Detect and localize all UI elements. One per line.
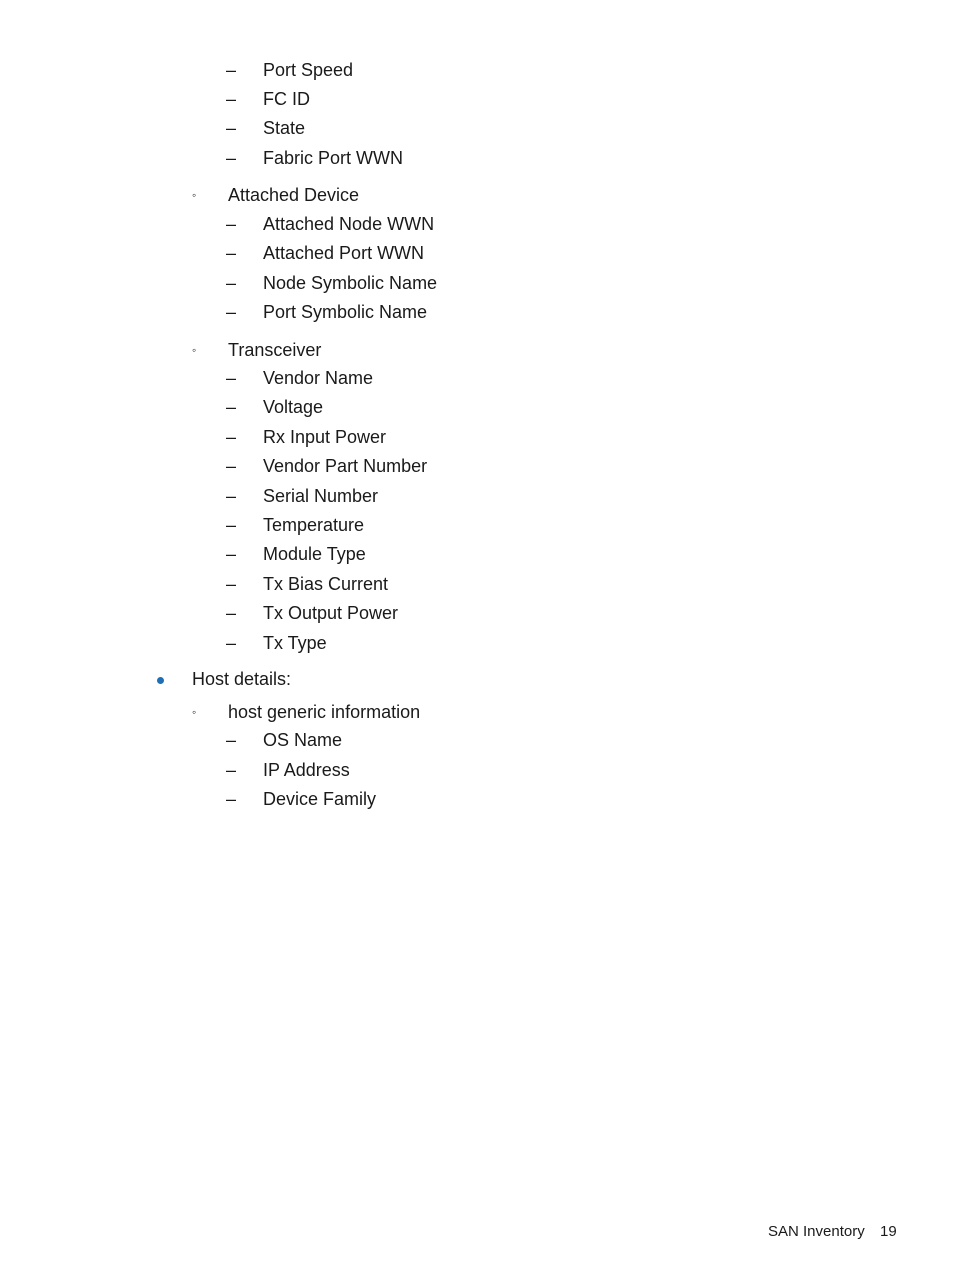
list-item: Module Type	[263, 544, 366, 564]
list-item: IP Address	[263, 760, 350, 780]
sub-heading-transceiver: Transceiver	[228, 340, 322, 360]
list-item: Vendor Name	[263, 368, 374, 388]
dash-marker: –	[226, 302, 237, 322]
dash-marker: –	[226, 789, 237, 809]
footer-section-title: SAN Inventory	[768, 1223, 865, 1240]
dash-marker: –	[226, 148, 237, 168]
heading-host-details: Host details:	[192, 669, 292, 689]
list-item: Port Speed	[263, 60, 354, 80]
list-item: Tx Bias Current	[263, 574, 389, 594]
list-item: Attached Port WWN	[263, 243, 425, 263]
bullet-dot-icon	[157, 677, 164, 684]
dash-marker: –	[226, 486, 237, 506]
list-item: Attached Node WWN	[263, 214, 435, 234]
dash-marker: –	[226, 427, 237, 447]
dash-marker: –	[226, 397, 237, 417]
dash-marker: –	[226, 60, 237, 80]
dash-marker: –	[226, 574, 237, 594]
list-item: FC ID	[263, 89, 310, 109]
list-item: State	[263, 118, 306, 138]
dash-marker: –	[226, 730, 237, 750]
list-item: Serial Number	[263, 486, 379, 506]
dash-marker: –	[226, 544, 237, 564]
dash-marker: –	[226, 456, 237, 476]
sub-heading-host-generic: host generic information	[228, 702, 421, 722]
dash-marker: –	[226, 273, 237, 293]
dash-marker: –	[226, 603, 237, 623]
dash-marker: –	[226, 89, 237, 109]
list-item: Fabric Port WWN	[263, 148, 404, 168]
dash-marker: –	[226, 118, 237, 138]
list-item: Node Symbolic Name	[263, 273, 438, 293]
circle-bullet-icon: ◦	[192, 343, 197, 357]
list-item: Rx Input Power	[263, 427, 387, 447]
list-item: Device Family	[263, 789, 377, 809]
list-item: Port Symbolic Name	[263, 302, 428, 322]
dash-marker: –	[226, 633, 237, 653]
page-number: 19	[880, 1223, 897, 1240]
list-item: OS Name	[263, 730, 343, 750]
dash-marker: –	[226, 243, 237, 263]
dash-marker: –	[226, 368, 237, 388]
sub-heading-attached-device: Attached Device	[228, 185, 360, 205]
dash-marker: –	[226, 214, 237, 234]
list-item: Tx Output Power	[263, 603, 399, 623]
circle-bullet-icon: ◦	[192, 705, 197, 719]
list-item: Tx Type	[263, 633, 327, 653]
circle-bullet-icon: ◦	[192, 188, 197, 202]
list-item: Voltage	[263, 397, 324, 417]
dash-marker: –	[226, 515, 237, 535]
list-item: Temperature	[263, 515, 365, 535]
list-item: Vendor Part Number	[263, 456, 428, 476]
dash-marker: –	[226, 760, 237, 780]
